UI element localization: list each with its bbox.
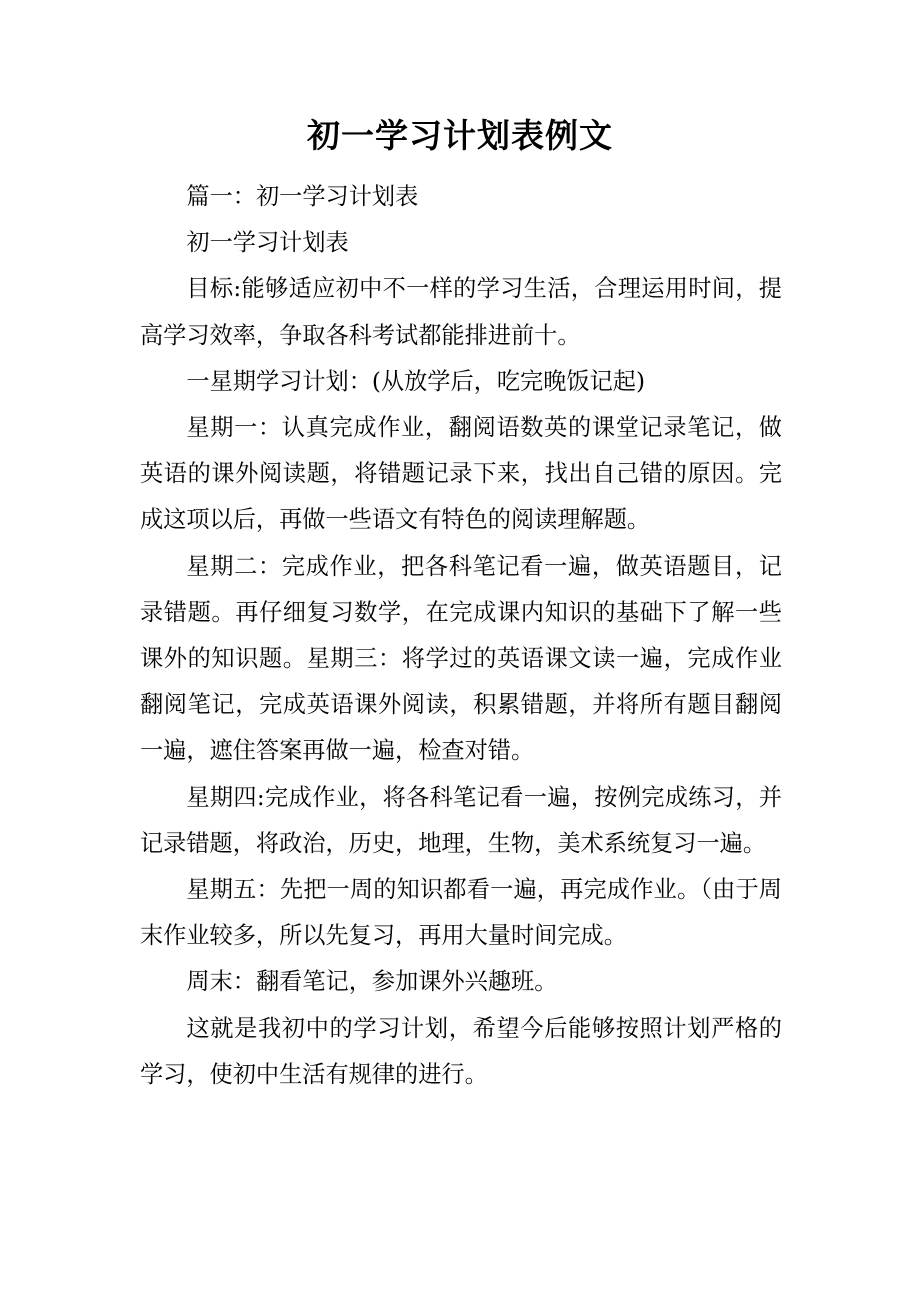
paragraph-thursday: 星期四:完成作业，将各科笔记看一遍，按例完成练习，并记录错题，将政治，历史，地理，生物，美术系统复习一遍。 [140, 783, 782, 857]
paragraph-goal: 目标:能够适应初中不一样的学习生活，合理运用时间，提高学习效率，争取各科考试都能排进前十。 [140, 275, 782, 349]
paragraph-conclusion: 这就是我初中的学习计划，希望今后能够按照计划严格的学习，使初中生活有规律的进行。 [140, 1014, 782, 1088]
document-body [140, 174, 782, 1098]
paragraph-friday: 星期五：先把一周的知识都看一遍，再完成作业。（由于周末作业较多，所以先复习，再用大量时间完成。 [140, 876, 782, 950]
paragraph-weekly-plan: 一星期学习计划：(从放学后，吃完晚饭记起) [186, 367, 646, 395]
paragraph-tuesday-wednesday: 星期二：完成作业，把各科笔记看一遍，做英语题目，记录错题。再仔细复习数学，在完成课内知识的基础下了解一些课外的知识题。星期三：将学过的英语课文读一遍，完成作业翻阅笔记，完成英语课外阅读，积累错题，并将所有题目翻阅一遍，遮住答案再做一遍，检查对错。 [140, 552, 782, 765]
paragraph-plan-heading: 初一学习计划表 [186, 229, 349, 257]
paragraph-monday: 星期一：认真完成作业，翻阅语数英的课堂记录笔记，做英语的课外阅读题，将错题记录下来，找出自己错的原因。完成这项以后，再做一些语文有特色的阅读理解题。 [140, 414, 782, 534]
paragraph-section-heading: 篇一：初一学习计划表 [186, 183, 419, 210]
document-title: 初一学习计划表例文 [307, 116, 613, 155]
paragraph-weekend: 周末：翻看笔记，参加课外兴趣班。 [186, 968, 558, 996]
